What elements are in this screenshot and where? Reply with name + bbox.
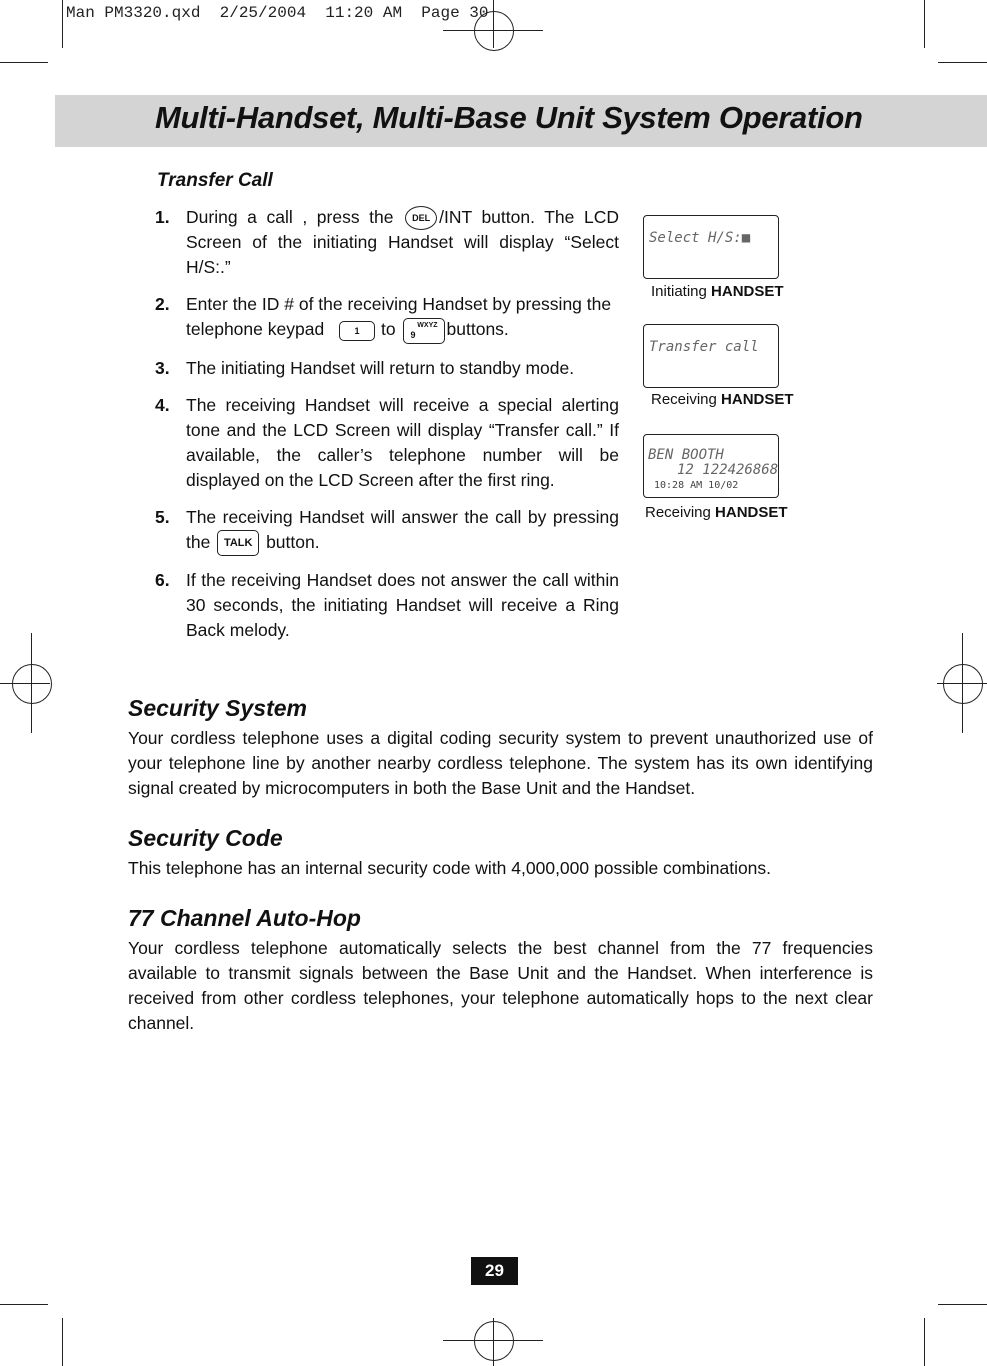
lcd-line: 10:28 AM 10/02 — [654, 480, 739, 491]
step-text: The receiving Handset will answer the call by pressing the — [186, 506, 619, 552]
page-number: 29 — [471, 1257, 518, 1285]
lcd-line: BEN BOOTH — [648, 447, 724, 463]
crop-mark — [924, 0, 925, 48]
key-digit: 9 — [410, 329, 416, 340]
security-system-heading: Security System — [128, 695, 307, 721]
auto-hop-body: Your cordless telephone automatically selects the best channel from the 77 frequencies available to transmit signals between the Base Unit and the Handset. When interference is received from other cordless telephones, your telephone automatically hops to the next clear channel. — [128, 938, 873, 1033]
crop-mark — [0, 62, 48, 63]
auto-hop-heading: 77 Channel Auto-Hop — [128, 905, 361, 931]
talk-key-icon: TALK — [217, 530, 259, 556]
crop-mark — [62, 0, 63, 48]
page-title: Multi-Handset, Multi-Base Unit System Operation — [155, 100, 863, 135]
step-text: Enter the ID # of the receiving Handset by pressing the telephone keypad — [186, 294, 612, 340]
del-key-icon: DEL — [405, 206, 437, 230]
step-text: button. — [266, 531, 320, 552]
step-4 — [155, 393, 619, 493]
crop-mark — [924, 1318, 925, 1366]
step-3 — [155, 356, 619, 381]
key-letters: WXYZ — [417, 321, 438, 329]
step-text: During a call , press the — [186, 207, 394, 227]
key-1-icon: 1 — [339, 321, 375, 341]
lcd-line: Transfer call — [649, 339, 759, 355]
lcd-screen-transfer — [643, 324, 779, 388]
lcd-caption: Receiving HANDSET — [645, 504, 788, 521]
step-text: If the receiving Handset does not answer the call within 30 seconds, the initiating Handset will receive a Ring Back melody. — [186, 570, 619, 641]
crop-mark — [62, 1318, 63, 1366]
step-number: 6. — [155, 570, 170, 591]
key-9-icon — [403, 318, 445, 344]
transfer-call-heading: Transfer Call — [157, 170, 273, 191]
step-text: to — [381, 319, 396, 340]
lcd-caption: Initiating HANDSET — [651, 283, 784, 300]
step-text: /INT button. The LCD Screen of the initiating Handset will display “Select H/S:.” — [186, 207, 619, 278]
security-code-body: This telephone has an internal security code with 4,000,000 possible combinations. — [128, 858, 772, 878]
step-number: 2. — [155, 294, 170, 315]
crop-mark — [938, 62, 987, 63]
step-text: The receiving Handset will receive a special alerting tone and the LCD Screen will display “Transfer call.” If available, the caller’s telephone number will be displayed on the LCD Screen after the first ring. — [186, 394, 619, 490]
lcd-screen-caller-id — [643, 434, 779, 498]
step-6 — [155, 568, 619, 643]
step-number: 1. — [155, 207, 170, 227]
transfer-call-steps — [155, 205, 619, 655]
lcd-line: 12 122426868 — [677, 462, 779, 478]
step-2 — [155, 292, 619, 343]
step-5 — [155, 505, 619, 556]
step-number: 3. — [155, 357, 170, 378]
file-slug: Man PM3320.qxd 2/25/2004 11:20 AM Page 30 — [66, 4, 489, 22]
step-text: The initiating Handset will return to standby mode. — [186, 357, 575, 378]
security-system-body: Your cordless telephone uses a digital coding security system to prevent unauthorized use of your telephone line by another nearby cordless telephone. The system has its own identifying signal created by microcomputers in both the Base Unit and the Handset. — [128, 728, 873, 798]
security-code-heading: Security Code — [128, 825, 283, 851]
lcd-line: Select H/S:■ — [649, 230, 751, 246]
crop-mark — [938, 1304, 987, 1305]
crop-mark — [0, 1304, 48, 1305]
step-text: buttons. — [446, 319, 509, 340]
step-number: 5. — [155, 506, 170, 527]
lcd-caption: Receiving HANDSET — [651, 391, 794, 408]
step-number: 4. — [155, 394, 170, 415]
lcd-screen-select — [643, 215, 779, 279]
step-1 — [155, 205, 619, 280]
